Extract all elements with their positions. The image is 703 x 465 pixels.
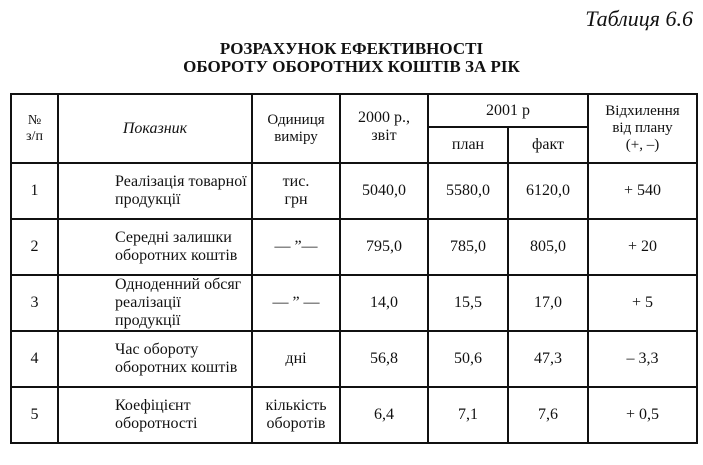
cell-fact: 805,0 <box>508 219 588 275</box>
cell-fact: 17,0 <box>508 275 588 331</box>
table-row <box>11 219 697 275</box>
cell-number: 2 <box>11 219 58 275</box>
cell-plan: 785,0 <box>428 219 508 275</box>
header-base-line-2: звіт <box>371 127 397 144</box>
cell-fact: 47,3 <box>508 331 588 387</box>
header-deviation-line-2: від плану <box>612 120 673 136</box>
cell-base: 14,0 <box>340 275 428 331</box>
cell-unit: дні <box>252 331 340 387</box>
cell-number: 1 <box>11 163 58 219</box>
cell-number: 5 <box>11 387 58 443</box>
cell-fact: 7,6 <box>508 387 588 443</box>
efficiency-table <box>10 93 698 444</box>
header-unit-line-1: Одиниця <box>267 111 325 128</box>
table-title-line-2: ОБОРОТУ ОБОРОТНИХ КОШТІВ ЗА РІК <box>183 57 520 76</box>
header-number <box>11 94 58 163</box>
cell-plan: 50,6 <box>428 331 508 387</box>
cell-base: 6,4 <box>340 387 428 443</box>
cell-deviation: – 3,3 <box>588 331 697 387</box>
table-row <box>11 387 697 443</box>
cell-indicator-line-2: оборотних коштів <box>115 247 238 264</box>
header-deviation-line-3: (+, –) <box>625 137 660 153</box>
cell-indicator-line-1: Середні залишки <box>115 229 232 246</box>
cell-indicator-line-2: продукції <box>115 191 181 208</box>
header-plan: план <box>428 127 508 163</box>
cell-number: 4 <box>11 331 58 387</box>
header-number-line-1: № <box>27 112 42 128</box>
cell-indicator-line-1: Одноденний обсяг <box>115 276 242 293</box>
table-row <box>11 163 697 219</box>
cell-deviation: + 5 <box>588 275 697 331</box>
cell-unit-line-2: грн <box>284 191 308 208</box>
table-row <box>11 275 697 331</box>
table-number-label: Таблиця 6.6 <box>585 6 693 31</box>
cell-base: 5040,0 <box>340 163 428 219</box>
cell-deviation: + 0,5 <box>588 387 697 443</box>
cell-unit: — ” — <box>252 275 340 331</box>
cell-indicator-line-1: Коефіцієнт <box>115 397 191 414</box>
table-title-line-1: РОЗРАХУНОК ЕФЕКТИВНОСТІ <box>219 39 484 58</box>
cell-indicator <box>58 275 252 331</box>
cell-indicator-line-2: реалізації продукції <box>115 294 181 329</box>
cell-indicator-line-1: Реалізація товарної <box>115 173 247 190</box>
cell-base: 56,8 <box>340 331 428 387</box>
cell-deviation: + 540 <box>588 163 697 219</box>
header-year-group: 2001 р <box>428 94 588 127</box>
cell-indicator <box>58 219 252 275</box>
cell-indicator <box>58 331 252 387</box>
cell-indicator <box>58 163 252 219</box>
cell-indicator-line-2: оборотних коштів <box>115 359 238 376</box>
cell-unit-line-1: кількість <box>265 397 327 414</box>
header-base-year <box>340 94 428 163</box>
cell-deviation: + 20 <box>588 219 697 275</box>
cell-fact: 6120,0 <box>508 163 588 219</box>
cell-unit-line-2: оборотів <box>266 415 326 432</box>
cell-indicator-line-2: оборотності <box>115 415 198 432</box>
header-number-line-2: з/п <box>26 128 43 144</box>
cell-indicator <box>58 387 252 443</box>
header-unit-line-2: виміру <box>274 128 318 145</box>
header-fact: факт <box>508 127 588 163</box>
header-indicator: Показник <box>58 94 252 163</box>
cell-unit: — ”— <box>252 219 340 275</box>
header-deviation-line-1: Відхилення <box>605 103 680 119</box>
header-unit <box>252 94 340 163</box>
table-row <box>11 331 697 387</box>
cell-plan: 15,5 <box>428 275 508 331</box>
cell-plan: 5580,0 <box>428 163 508 219</box>
header-deviation <box>588 94 697 163</box>
cell-unit <box>252 163 340 219</box>
cell-unit <box>252 387 340 443</box>
cell-unit-line-1: тис. <box>282 173 310 190</box>
cell-indicator-line-1: Час обороту <box>115 341 199 358</box>
cell-plan: 7,1 <box>428 387 508 443</box>
header-base-line-1: 2000 р., <box>358 109 410 126</box>
cell-base: 795,0 <box>340 219 428 275</box>
cell-number: 3 <box>11 275 58 331</box>
